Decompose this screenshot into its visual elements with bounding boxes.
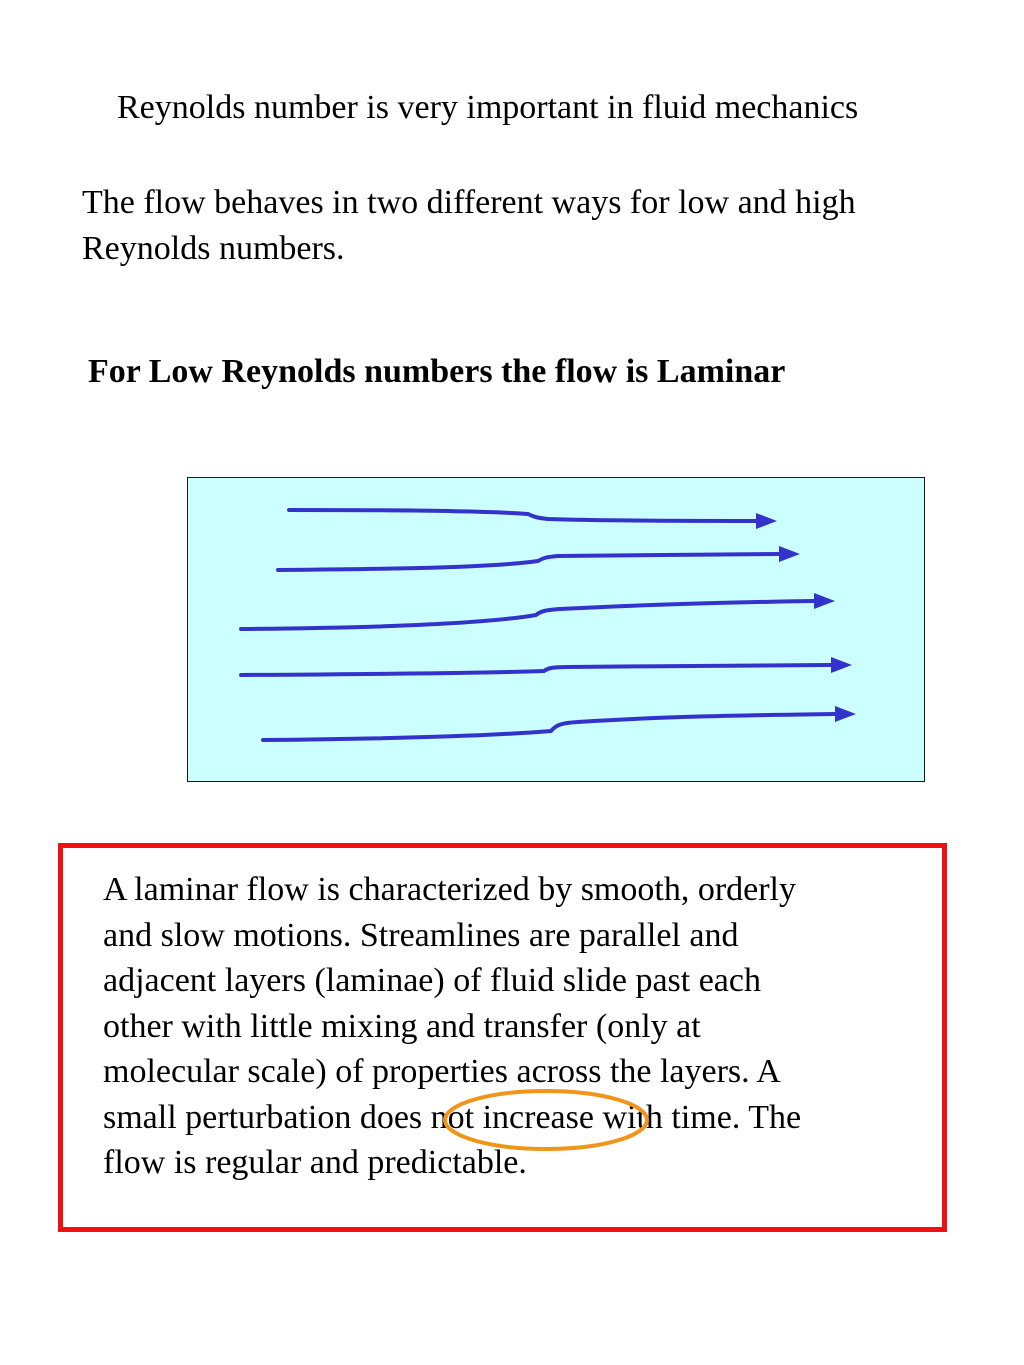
intro-text: Reynolds number is very important in fluid mechanics [117,89,859,126]
explanation-line: small perturbation does not increase with time. The [103,1098,802,1136]
explanation-line: flow is regular and predictable. [103,1144,527,1181]
explanation-line: adjacent layers (laminae) of fluid slide past each [103,962,761,999]
streamlines-svg [188,478,924,781]
explanation-line: other with little mixing and transfer (only at [103,1007,701,1045]
flow-behaves-line: The flow behaves in two different ways for low and high [82,184,856,221]
laminar-heading: For Low Reynolds numbers the flow is Laminar [88,353,786,390]
explanation-line: A laminar flow is characterized by smooth, orderly [103,871,796,908]
explanation-text [103,867,801,1186]
explanation-line: molecular scale) of properties across the layers. A [103,1053,781,1090]
flow-behaves-line: Reynolds numbers. [82,230,345,267]
explanation-line: and slow motions. Streamlines are parallel and [103,916,739,954]
laminar-flow-diagram [187,477,925,782]
flow-behaves-paragraph [82,180,856,272]
